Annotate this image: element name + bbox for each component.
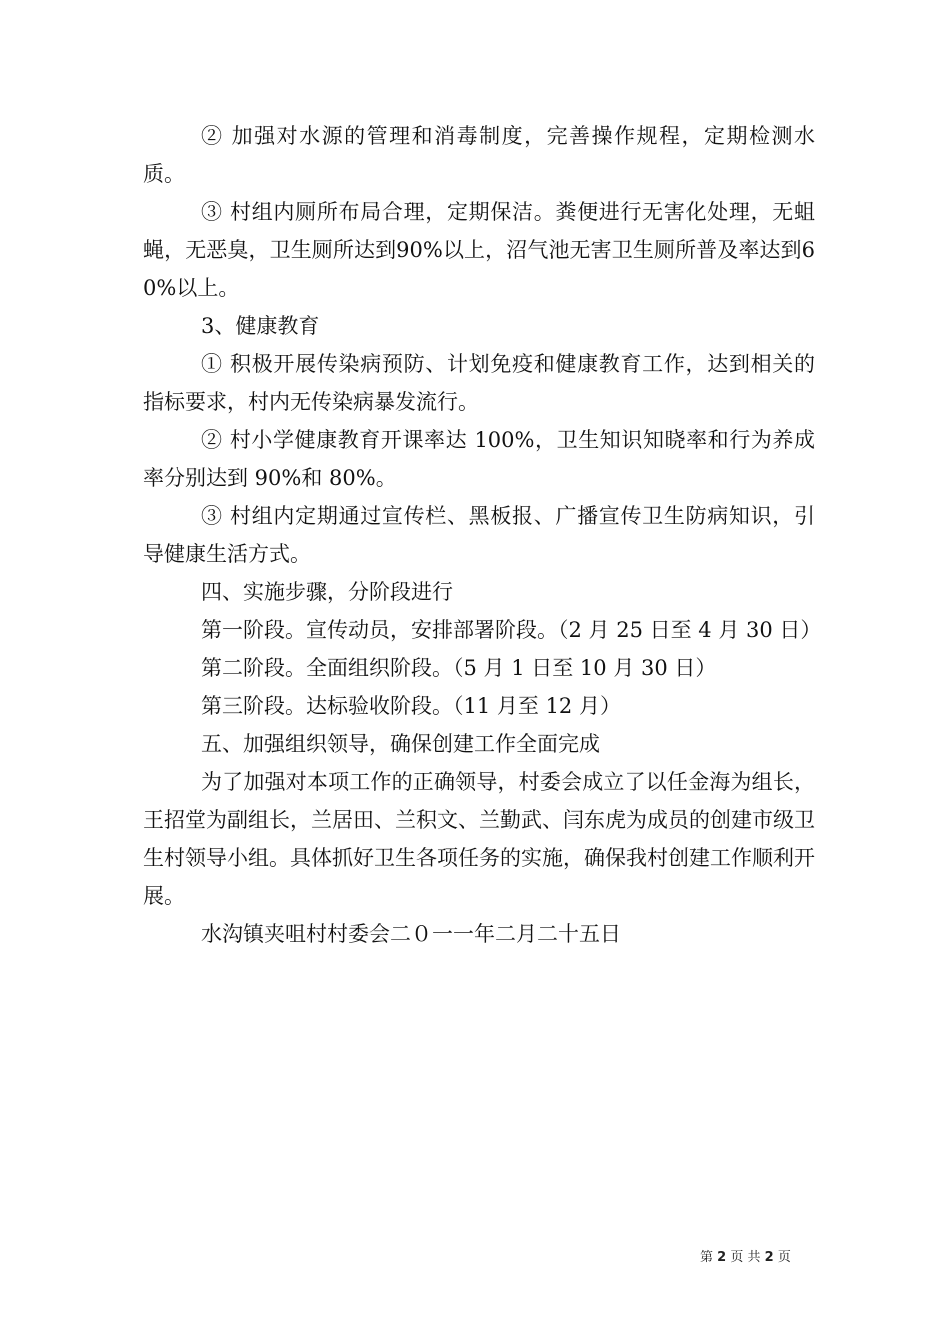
footer-suffix: 页: [777, 1250, 791, 1265]
footer-middle: 页 共: [730, 1250, 761, 1265]
footer-total-pages: 2: [764, 1250, 774, 1265]
paragraph-toilets: ③ 村组内厕所布局合理，定期保洁。粪便进行无害化处理，无蛆蝇，无恶臭，卫生厕所达到90%以上，沼气池无害卫生厕所普及率达到60%以上。: [143, 200, 815, 300]
document-body: [143, 117, 822, 953]
paragraph-water-source: ② 加强对水源的管理和消毒制度，完善操作规程，定期检测水质。: [143, 124, 815, 186]
footer-prefix: 第: [700, 1250, 714, 1265]
signature-date-line: 水沟镇夹咀村村委会二０一一年二月二十五日: [201, 922, 621, 946]
section-heading-implementation-steps: 四、实施步骤，分阶段进行: [201, 580, 453, 604]
paragraph-disease-prevention: ① 积极开展传染病预防、计划免疫和健康教育工作，达到相关的指标要求，村内无传染病暴发流行。: [143, 352, 815, 414]
paragraph-stage-one: 第一阶段。宣传动员，安排部署阶段。（2 月 25 日至 4 月 30 日）: [201, 618, 822, 642]
paragraph-school-health-education: ② 村小学健康教育开课率达 100%，卫生知识知晓率和行为养成率分别达到 90%和 80%。: [143, 428, 815, 490]
paragraph-stage-two: 第二阶段。全面组织阶段。（5 月 1 日至 10 月 30 日）: [201, 656, 717, 680]
paragraph-stage-three: 第三阶段。达标验收阶段。（11 月至 12 月）: [201, 694, 621, 718]
page-footer: [700, 1249, 820, 1267]
paragraph-publicity: ③ 村组内定期通过宣传栏、黑板报、广播宣传卫生防病知识，引导健康生活方式。: [143, 504, 815, 566]
section-heading-leadership: 五、加强组织领导，确保创建工作全面完成: [201, 732, 600, 756]
section-heading-health-education: 3、健康教育: [201, 314, 320, 338]
paragraph-leadership-group: 为了加强对本项工作的正确领导，村委会成立了以任金海为组长，王招堂为副组长，兰居田、兰积文、兰勤武、闫东虎为成员的创建市级卫生村领导小组。具体抓好卫生各项任务的实施，确保我村创建工作顺利开展。: [143, 770, 815, 908]
footer-current-page: 2: [717, 1250, 727, 1265]
